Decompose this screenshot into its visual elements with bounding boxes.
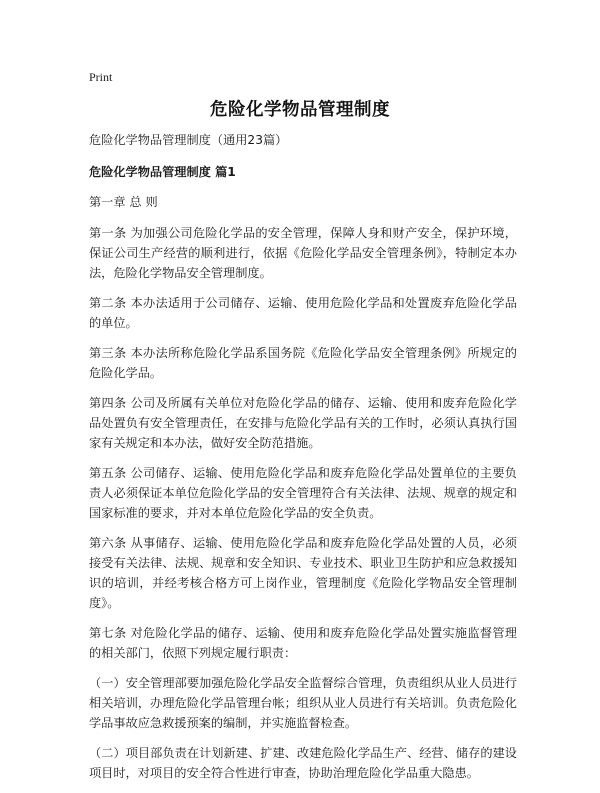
- paragraph-item-2: （二）项目部负责在计划新建、扩建、改建危险化学品生产、经营、储存的建设项目时，对项目的安全符合性进行审查，协助治理危险化学品重大隐患。: [89, 746, 517, 780]
- section-heading: 危险化学物品管理制度 篇1: [89, 165, 236, 179]
- paragraph-article-1: 第一条 为加强公司危险化学品的安全管理，保障人身和财产安全，保护环境，保证公司生产经营的顺利进行，依据《危险化学品安全管理条例》，特制定本办法，危险化学物品安全管理制度。: [89, 226, 517, 280]
- paragraph-article-2: 第二条 本办法适用于公司储存、运输、使用危险化学品和处置废弃危险化学品的单位。: [89, 296, 517, 330]
- chapter-heading: 第一章 总 则: [89, 195, 158, 209]
- paragraph-article-7: 第七条 对危险化学品的储存、运输、使用和废弃危险化学品处置实施监督管理的相关部门，依照下列规定履行职责：: [89, 626, 517, 660]
- paragraph-item-1: （一）安全管理部要加强危险化学品安全监督综合管理，负责组织从业人员进行相关培训，办理危险化学品管理台帐；组织从业人员进行有关培训。负责危险化学品事故应急救援预案的编制，并实施监督检查。: [89, 676, 517, 730]
- paragraph-article-4: 第四条 公司及所属有关单位对危险化学品的储存、运输、使用和废弃危险化学品处置负有安全管理责任，在安排与危险化学品有关的工作时，必须认真执行国家有关规定和本办法，做好安全防范措施。: [89, 396, 517, 450]
- paragraph-article-3: 第三条 本办法所称危险化学品系国务院《危险化学品安全管理条例》所规定的危险化学品。: [89, 346, 517, 380]
- document-subtitle: 危险化学物品管理制度（通用23篇）: [89, 133, 288, 147]
- paragraph-article-6: 第六条 从事储存、运输、使用危险化学品和废弃危险化学品处置的人员，必须接受有关法律、法规、规章和安全知识、专业技术、职业卫生防护和应急救援知识的培训，并经考核合格方可上岗作业，管理制度《危险化学物品安全管理制度》。: [89, 536, 517, 610]
- paragraph-article-5: 第五条 公司储存、运输、使用危险化学品和废弃危险化学品处置单位的主要负责人必须保证本单位危险化学品的安全管理符合有关法律、法规、规章的规定和国家标准的要求，并对本单位危险化学品的安全负责。: [89, 466, 517, 520]
- document-title: 危险化学物品管理制度: [210, 100, 390, 120]
- document-body: [89, 130, 517, 793]
- print-label: Print: [89, 70, 113, 84]
